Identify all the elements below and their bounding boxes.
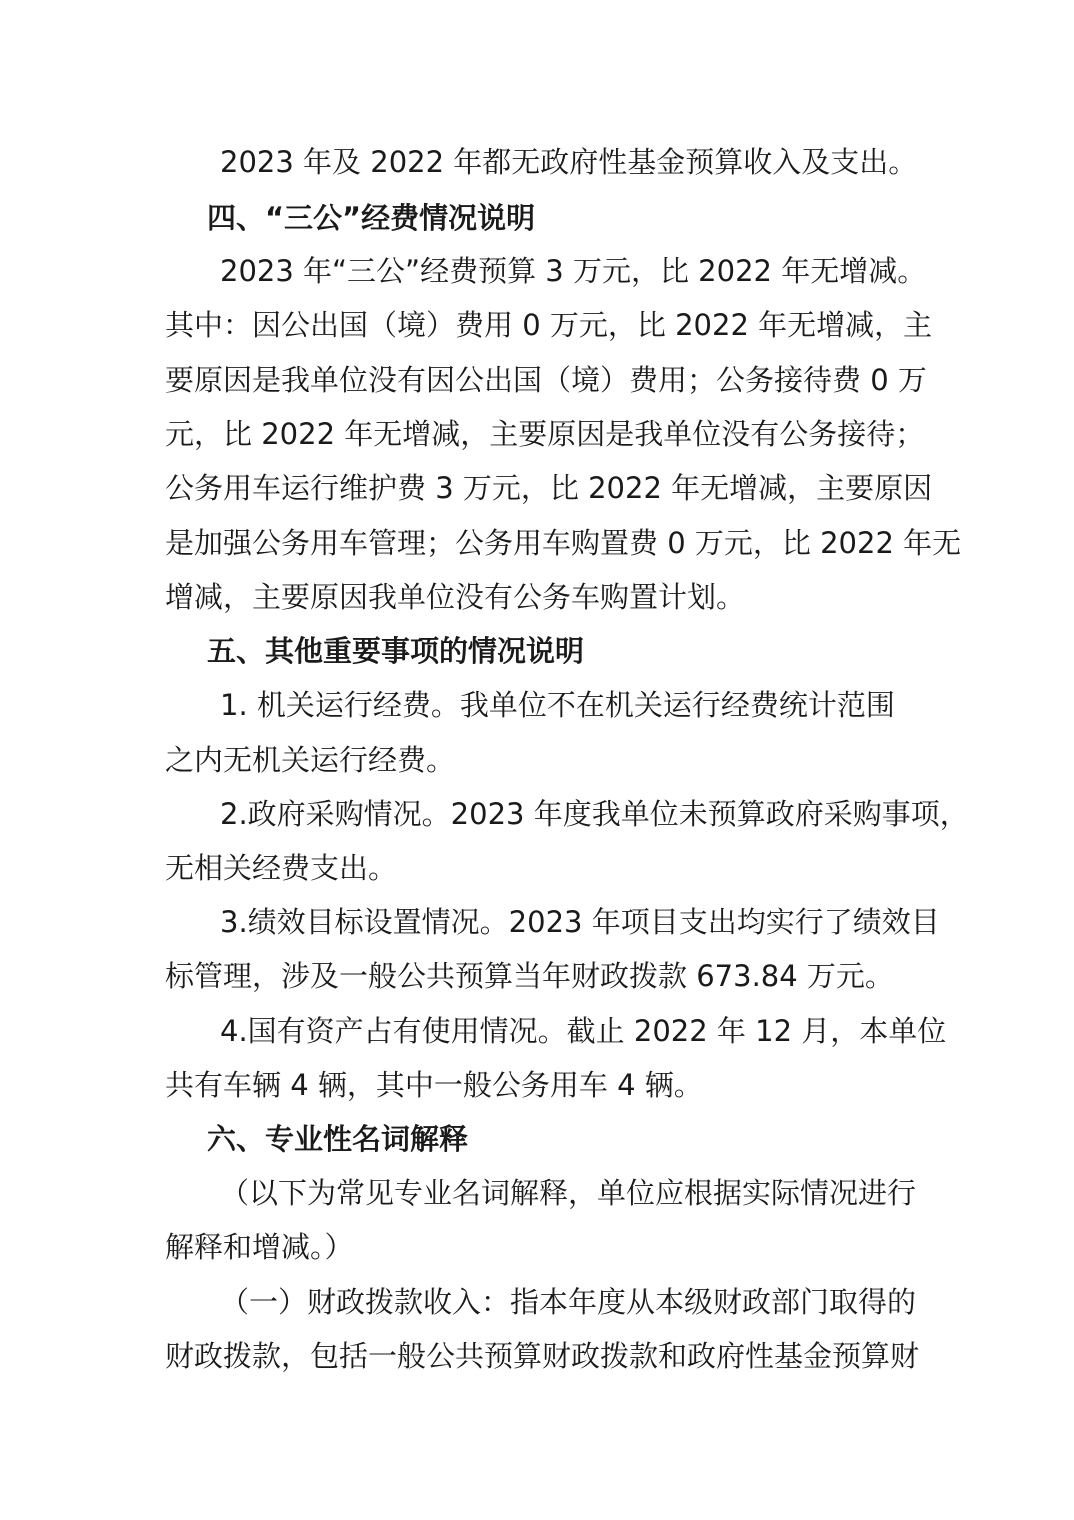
section-heading-5: 五、其他重要事项的情况说明 xyxy=(207,634,585,668)
paragraph-line: 解释和增减。） xyxy=(165,1230,354,1264)
paragraph-line: 之内无机关运行经费。 xyxy=(165,743,456,777)
paragraph-line: 公务用车运行维护费 3 万元，比 2022 年无增减，主要原因 xyxy=(165,471,933,505)
paragraph-line: 2.政府采购情况。2023 年度我单位未预算政府采购事项， xyxy=(220,797,969,831)
paragraph-line: 增减，主要原因我单位没有公务车购置计划。 xyxy=(165,580,746,614)
paragraph-line: 3.绩效目标设置情况。2023 年项目支出均实行了绩效目 xyxy=(220,905,940,939)
section-heading-4: 四、“三公”经费情况说明 xyxy=(207,201,536,235)
paragraph-line: 其中：因公出国（境）费用 0 万元，比 2022 年无增减，主 xyxy=(165,308,933,342)
paragraph-line: 无相关经费支出。 xyxy=(165,851,398,885)
paragraph-line: （一）财政拨款收入：指本年度从本级财政部门取得的 xyxy=(220,1285,917,1319)
paragraph-line: 1. 机关运行经费。我单位不在机关运行经费统计范围 xyxy=(220,688,895,722)
paragraph-line: 标管理，涉及一般公共预算当年财政拨款 673.84 万元。 xyxy=(165,959,894,993)
paragraph-line: 4.国有资产占有使用情况。截止 2022 年 12 月，本单位 xyxy=(220,1014,947,1048)
paragraph-line: 2023 年及 2022 年都无政府性基金预算收入及支出。 xyxy=(220,145,918,179)
paragraph-line: 元，比 2022 年无增减，主要原因是我单位没有公务接待； xyxy=(165,417,925,451)
paragraph-line: 是加强公务用车管理；公务用车购置费 0 万元，比 2022 年无 xyxy=(165,526,962,560)
section-heading-6: 六、专业性名词解释 xyxy=(207,1122,469,1156)
paragraph-line: （以下为常见专业名词解释，单位应根据实际情况进行 xyxy=(220,1176,917,1210)
paragraph-line: 2023 年“三公”经费预算 3 万元，比 2022 年无增减。 xyxy=(220,254,927,288)
paragraph-line: 共有车辆 4 辆，其中一般公务用车 4 辆。 xyxy=(165,1068,703,1102)
paragraph-line: 要原因是我单位没有因公出国（境）费用；公务接待费 0 万 xyxy=(165,363,927,397)
paragraph-line: 财政拨款，包括一般公共预算财政拨款和政府性基金预算财 xyxy=(165,1339,920,1373)
